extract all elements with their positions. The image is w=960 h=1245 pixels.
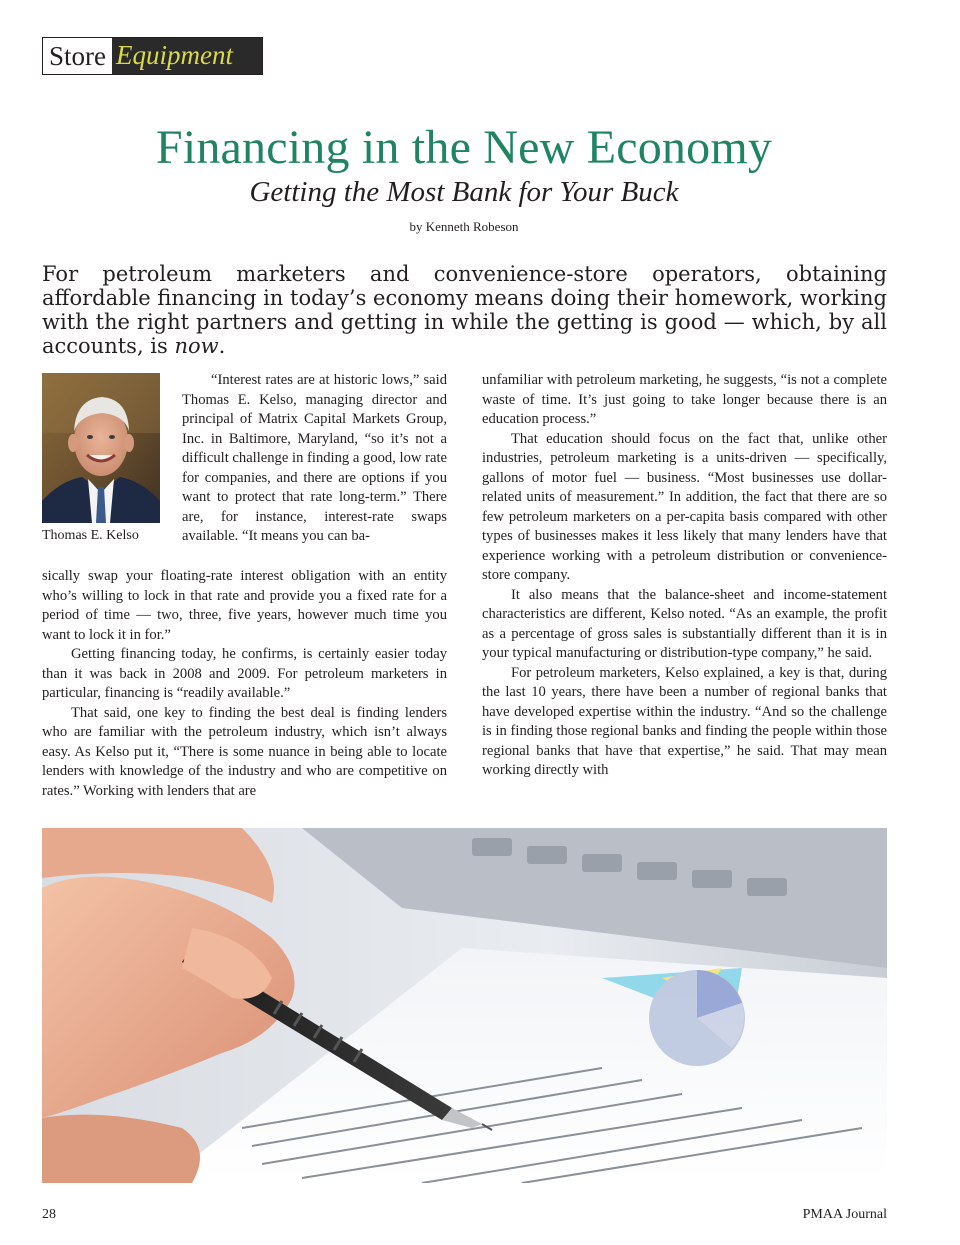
article-title: Financing in the New Economy — [155, 121, 773, 174]
page-number: 28 — [42, 1207, 56, 1222]
paragraph: Getting financing today, he confirms, is certainly easier today than it was back in 2008 and 2009. For petroleum marketers in particular, financing is “readily available.” — [42, 646, 447, 701]
paragraph: “Interest rates are at historic lows,” said Thomas E. Kelso, managing director and principal of Matrix Capital Markets Group, Inc. in Baltimore, Maryland, “so it’s not a difficult challenge in finding a good, low rate for companies, and there are options if you want to protect that rate long-term.” There are, for instance, interest-rate swaps available. “It means you can ba- — [182, 372, 447, 544]
paragraph: For petroleum marketers, Kelso explained, a key is that, during the last 10 years, there have been a number of regional banks that have developed expertise within the industry. “And so the challenge is in finding those regional banks and finding the people within those regional banks that have that expertise,” he said. That may mean working directly with — [482, 664, 887, 778]
article-lede — [42, 262, 887, 358]
lede-emphasis: now — [174, 334, 219, 358]
body-column-1-top — [182, 371, 447, 547]
publication-name: PMAA Journal — [802, 1207, 887, 1222]
section-tag-equipment: Equipment — [112, 38, 262, 74]
paragraph: It also means that the balance-sheet and income-statement characteristics are different, Kelso noted. “As an example, the profit as a percentage of gross sales is substantially different than it is in your typical manufacturing or distribution-type company,” he said. — [482, 586, 887, 661]
body-column-1-bottom — [42, 567, 447, 801]
article-subtitle: Getting the Most Bank for Your Buck — [249, 176, 679, 208]
lede-text: For petroleum marketers and convenience-store operators, obtaining affordable financing in today’s economy means doing their homework, working with the right partners and getting in while the getting is good — which, by all accounts, is — [42, 262, 887, 358]
portrait-photo-icon — [42, 373, 160, 523]
body-column-2 — [482, 371, 887, 781]
section-tag — [42, 37, 263, 75]
lede-end: . — [218, 334, 226, 358]
hand-with-pen-photo-icon — [42, 828, 887, 1183]
section-tag-store: Store — [43, 38, 112, 74]
portrait-caption: Thomas E. Kelso — [42, 528, 139, 543]
paragraph: sically swap your floating-rate interest obligation with an entity who’s willing to lock in that rate and provide you a fixed rate for a period of time — two, three, five years, however much time you want to lock it in for.” — [42, 568, 447, 643]
paragraph: unfamiliar with petroleum marketing, he suggests, “is not a complete waste of time. It’s just going to take longer because there is an education process.” — [482, 372, 887, 427]
paragraph: That said, one key to finding the best deal is finding lenders who are familiar with the petroleum industry, which isn’t always easy. As Kelso put it, “There is some nuance in being able to locate lenders with knowledge of the industry and who are competitive on rates.” Working with lenders that are — [42, 704, 447, 799]
paragraph: That education should focus on the fact that, unlike other industries, petroleum marketing is a units-driven — specifically, gallons of motor fuel — business. “Most businesses use dollar-related units of measurement.” In addition, the fact that there are so few petroleum marketers on a per-capita basis compared with other types of businesses makes it less likely that many lenders have that experience working with a petroleum distribution or convenience-store company. — [482, 430, 887, 583]
article-byline: by Kenneth Robeson — [409, 219, 519, 234]
